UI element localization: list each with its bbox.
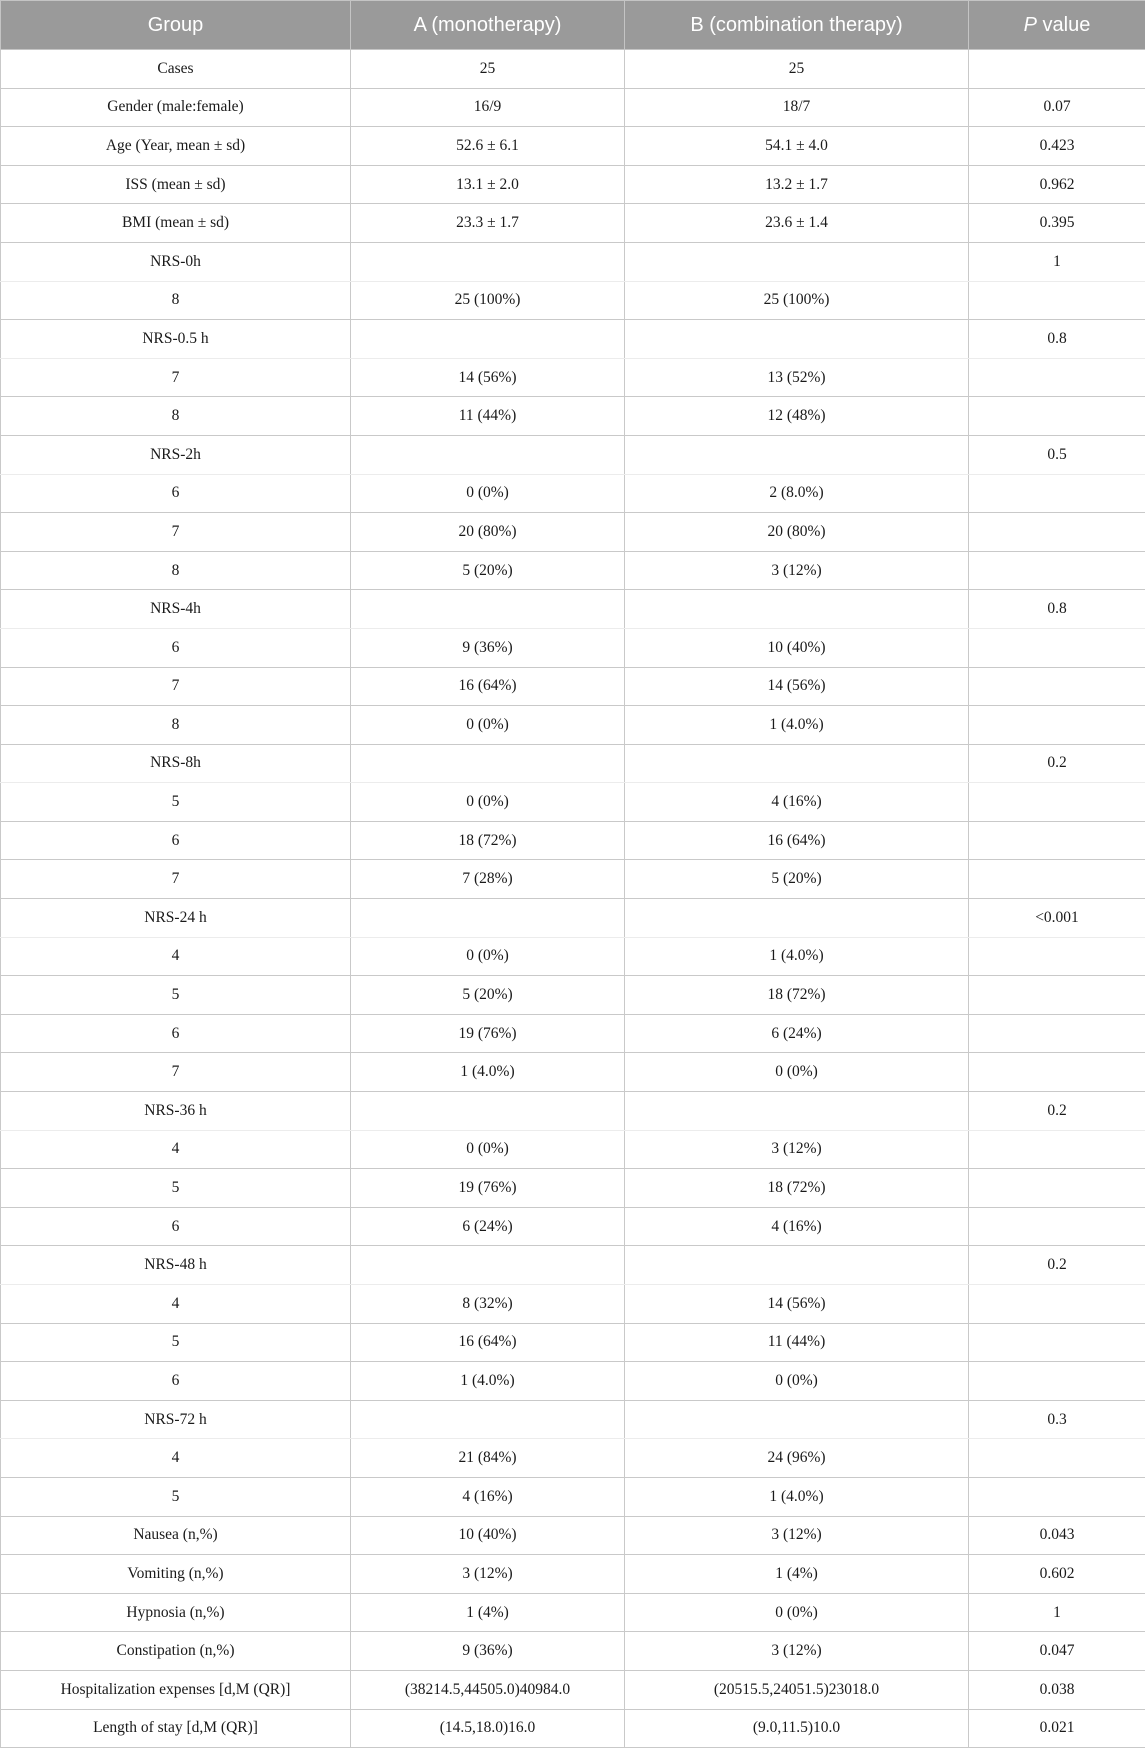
cell-b: 2 (8.0%) <box>625 474 969 513</box>
cell-b: 4 (16%) <box>625 783 969 822</box>
cell-b: 3 (12%) <box>625 551 969 590</box>
cell-group: 8 <box>1 281 351 320</box>
cell-a: 0 (0%) <box>351 783 625 822</box>
cell-p-value: 0.2 <box>969 744 1145 783</box>
cell-group: ISS (mean ± sd) <box>1 165 351 204</box>
cell-a: 0 (0%) <box>351 1130 625 1169</box>
cell-a <box>351 1400 625 1439</box>
table-row <box>1 1400 1145 1439</box>
table-row <box>1 1169 1145 1208</box>
table-row <box>1 1207 1145 1246</box>
cell-b <box>625 242 969 281</box>
cell-a: 16 (64%) <box>351 1323 625 1362</box>
cell-a <box>351 1246 625 1285</box>
cell-a: 23.3 ± 1.7 <box>351 204 625 243</box>
cell-group: 6 <box>1 821 351 860</box>
cell-b: 14 (56%) <box>625 667 969 706</box>
cell-group: 8 <box>1 397 351 436</box>
table-row <box>1 628 1145 667</box>
cell-group: Constipation (n,%) <box>1 1632 351 1671</box>
cell-a: 0 (0%) <box>351 474 625 513</box>
cell-a: 0 (0%) <box>351 937 625 976</box>
cell-b: 0 (0%) <box>625 1053 969 1092</box>
cell-p-value: 0.038 <box>969 1670 1145 1709</box>
cell-group: NRS-2h <box>1 435 351 474</box>
cell-b: 1 (4.0%) <box>625 1477 969 1516</box>
header-p-value <box>969 1 1145 50</box>
table-row <box>1 590 1145 629</box>
cell-group: 7 <box>1 358 351 397</box>
cell-p-value <box>969 628 1145 667</box>
table-body <box>1 50 1145 1748</box>
cell-b: 5 (20%) <box>625 860 969 899</box>
cell-a: 19 (76%) <box>351 1169 625 1208</box>
cell-a: 4 (16%) <box>351 1477 625 1516</box>
cell-a: 19 (76%) <box>351 1014 625 1053</box>
cell-b: 24 (96%) <box>625 1439 969 1478</box>
cell-p-value: 0.5 <box>969 435 1145 474</box>
cell-b: 4 (16%) <box>625 1207 969 1246</box>
cell-a: 11 (44%) <box>351 397 625 436</box>
cell-group: NRS-8h <box>1 744 351 783</box>
cell-a: 25 <box>351 50 625 89</box>
cell-b: 1 (4%) <box>625 1555 969 1594</box>
cell-p-value <box>969 783 1145 822</box>
cell-b: 25 <box>625 50 969 89</box>
cell-b: 18 (72%) <box>625 976 969 1015</box>
table-row <box>1 667 1145 706</box>
cell-a: 6 (24%) <box>351 1207 625 1246</box>
table-row <box>1 783 1145 822</box>
table-row <box>1 1246 1145 1285</box>
table-row <box>1 1477 1145 1516</box>
cell-p-value: 0.8 <box>969 590 1145 629</box>
cell-a: 25 (100%) <box>351 281 625 320</box>
cell-a <box>351 1092 625 1131</box>
table-row <box>1 1670 1145 1709</box>
table-row <box>1 1014 1145 1053</box>
cell-b <box>625 744 969 783</box>
cell-b <box>625 435 969 474</box>
cell-p-value <box>969 706 1145 745</box>
cell-group: Age (Year, mean ± sd) <box>1 127 351 166</box>
table-row <box>1 1092 1145 1131</box>
cell-b: 13 (52%) <box>625 358 969 397</box>
table-row <box>1 204 1145 243</box>
table-row <box>1 1593 1145 1632</box>
table-row <box>1 976 1145 1015</box>
table-row <box>1 937 1145 976</box>
cell-b: 0 (0%) <box>625 1362 969 1401</box>
cell-group: NRS-0h <box>1 242 351 281</box>
cell-p-value: 0.07 <box>969 88 1145 127</box>
cell-p-value <box>969 1014 1145 1053</box>
cell-p-value <box>969 1207 1145 1246</box>
cell-a: 16 (64%) <box>351 667 625 706</box>
cell-b: 16 (64%) <box>625 821 969 860</box>
cell-p-value <box>969 821 1145 860</box>
cell-group: 6 <box>1 1014 351 1053</box>
cell-b <box>625 899 969 938</box>
cell-group: 4 <box>1 1285 351 1324</box>
cell-p-value <box>969 667 1145 706</box>
cell-group: Nausea (n,%) <box>1 1516 351 1555</box>
cell-a: 9 (36%) <box>351 628 625 667</box>
cell-p-value <box>969 50 1145 89</box>
header-group-b: B (combination therapy) <box>625 1 969 50</box>
cell-p-value: 0.2 <box>969 1092 1145 1131</box>
cell-group: 5 <box>1 783 351 822</box>
cell-group: NRS-72 h <box>1 1400 351 1439</box>
table-header-row <box>1 1 1145 50</box>
cell-group: BMI (mean ± sd) <box>1 204 351 243</box>
cell-b: 12 (48%) <box>625 397 969 436</box>
cell-b: 1 (4.0%) <box>625 706 969 745</box>
cell-a <box>351 242 625 281</box>
table-row <box>1 320 1145 359</box>
cell-p-value <box>969 281 1145 320</box>
cell-b: 6 (24%) <box>625 1014 969 1053</box>
cell-group: 7 <box>1 1053 351 1092</box>
table-row <box>1 358 1145 397</box>
cell-p-value: 1 <box>969 1593 1145 1632</box>
cell-a <box>351 590 625 629</box>
cell-a: 8 (32%) <box>351 1285 625 1324</box>
table-row <box>1 706 1145 745</box>
cell-group: NRS-24 h <box>1 899 351 938</box>
cell-group: Gender (male:female) <box>1 88 351 127</box>
cell-p-value <box>969 937 1145 976</box>
cell-p-value: 0.602 <box>969 1555 1145 1594</box>
cell-p-value <box>969 513 1145 552</box>
cell-a: 52.6 ± 6.1 <box>351 127 625 166</box>
table-row <box>1 127 1145 166</box>
cell-p-value <box>969 1053 1145 1092</box>
header-group-a: A (monotherapy) <box>351 1 625 50</box>
table-row <box>1 513 1145 552</box>
cell-group: 4 <box>1 1439 351 1478</box>
header-group: Group <box>1 1 351 50</box>
cell-p-value: 0.962 <box>969 165 1145 204</box>
table-row <box>1 1323 1145 1362</box>
cell-p-value: 0.3 <box>969 1400 1145 1439</box>
table-row <box>1 397 1145 436</box>
cell-p-value <box>969 1323 1145 1362</box>
cell-b <box>625 590 969 629</box>
cell-p-value: 0.8 <box>969 320 1145 359</box>
cell-b: 14 (56%) <box>625 1285 969 1324</box>
cell-b <box>625 320 969 359</box>
cell-b: 13.2 ± 1.7 <box>625 165 969 204</box>
table-row <box>1 1362 1145 1401</box>
cell-p-value <box>969 1285 1145 1324</box>
cell-a: 1 (4.0%) <box>351 1053 625 1092</box>
cell-p-value: 0.021 <box>969 1709 1145 1748</box>
table-row <box>1 281 1145 320</box>
cell-b <box>625 1400 969 1439</box>
cell-p-value <box>969 1169 1145 1208</box>
cell-group: NRS-36 h <box>1 1092 351 1131</box>
cell-p-value: 0.395 <box>969 204 1145 243</box>
cell-p-value <box>969 1130 1145 1169</box>
cell-group: Length of stay [d,M (QR)] <box>1 1709 351 1748</box>
table-row <box>1 88 1145 127</box>
cell-b: 18/7 <box>625 88 969 127</box>
cell-group: 8 <box>1 706 351 745</box>
cell-group: 5 <box>1 1477 351 1516</box>
cell-p-value <box>969 1477 1145 1516</box>
header-p-rest: value <box>1037 14 1090 36</box>
cell-b: 20 (80%) <box>625 513 969 552</box>
cell-b: 23.6 ± 1.4 <box>625 204 969 243</box>
cell-p-value <box>969 358 1145 397</box>
table-row <box>1 1439 1145 1478</box>
cell-group: Hypnosia (n,%) <box>1 1593 351 1632</box>
cell-a: 5 (20%) <box>351 976 625 1015</box>
cell-group: 8 <box>1 551 351 590</box>
cell-a: 21 (84%) <box>351 1439 625 1478</box>
cell-group: Vomiting (n,%) <box>1 1555 351 1594</box>
cell-p-value: 0.2 <box>969 1246 1145 1285</box>
table-row <box>1 50 1145 89</box>
cell-group: NRS-4h <box>1 590 351 629</box>
cell-a: 13.1 ± 2.0 <box>351 165 625 204</box>
table-row <box>1 1285 1145 1324</box>
cell-a <box>351 744 625 783</box>
cell-p-value: 0.047 <box>969 1632 1145 1671</box>
cell-p-value: 1 <box>969 242 1145 281</box>
cell-b: 25 (100%) <box>625 281 969 320</box>
table-row <box>1 551 1145 590</box>
cell-a: 7 (28%) <box>351 860 625 899</box>
cell-a: 1 (4%) <box>351 1593 625 1632</box>
cell-b: 0 (0%) <box>625 1593 969 1632</box>
cell-a: 16/9 <box>351 88 625 127</box>
cell-b: 1 (4.0%) <box>625 937 969 976</box>
cell-a: 20 (80%) <box>351 513 625 552</box>
cell-b: (9.0,11.5)10.0 <box>625 1709 969 1748</box>
cell-group: 6 <box>1 1207 351 1246</box>
cell-group: 6 <box>1 474 351 513</box>
cell-b: 3 (12%) <box>625 1130 969 1169</box>
cell-p-value: 0.423 <box>969 127 1145 166</box>
cell-group: 4 <box>1 937 351 976</box>
table-row <box>1 1632 1145 1671</box>
cell-a <box>351 899 625 938</box>
cell-group: 7 <box>1 513 351 552</box>
cell-group: 5 <box>1 976 351 1015</box>
table-row <box>1 474 1145 513</box>
cell-a: 1 (4.0%) <box>351 1362 625 1401</box>
cell-a: 18 (72%) <box>351 821 625 860</box>
table-row <box>1 435 1145 474</box>
cell-a: 10 (40%) <box>351 1516 625 1555</box>
cell-a <box>351 320 625 359</box>
cell-group: Cases <box>1 50 351 89</box>
cell-p-value: 0.043 <box>969 1516 1145 1555</box>
cell-group: 7 <box>1 667 351 706</box>
table-row <box>1 1053 1145 1092</box>
cell-a: 9 (36%) <box>351 1632 625 1671</box>
cell-a: 3 (12%) <box>351 1555 625 1594</box>
table-row <box>1 165 1145 204</box>
header-p-letter: P <box>1024 14 1037 36</box>
table-row <box>1 242 1145 281</box>
cell-group: NRS-0.5 h <box>1 320 351 359</box>
cell-group: NRS-48 h <box>1 1246 351 1285</box>
table-row <box>1 744 1145 783</box>
cell-a <box>351 435 625 474</box>
cell-b: 10 (40%) <box>625 628 969 667</box>
cell-a: (38214.5,44505.0)40984.0 <box>351 1670 625 1709</box>
cell-a: 14 (56%) <box>351 358 625 397</box>
cell-group: 4 <box>1 1130 351 1169</box>
cell-b: 18 (72%) <box>625 1169 969 1208</box>
table-row <box>1 860 1145 899</box>
cell-p-value <box>969 551 1145 590</box>
cell-group: 7 <box>1 860 351 899</box>
cell-group: 5 <box>1 1169 351 1208</box>
cell-b: 11 (44%) <box>625 1323 969 1362</box>
cell-group: 6 <box>1 1362 351 1401</box>
cell-b: (20515.5,24051.5)23018.0 <box>625 1670 969 1709</box>
cell-b: 3 (12%) <box>625 1516 969 1555</box>
cell-p-value: <0.001 <box>969 899 1145 938</box>
cell-group: Hospitalization expenses [d,M (QR)] <box>1 1670 351 1709</box>
cell-p-value <box>969 976 1145 1015</box>
cell-p-value <box>969 1439 1145 1478</box>
cell-b: 54.1 ± 4.0 <box>625 127 969 166</box>
table-row <box>1 1516 1145 1555</box>
table-row <box>1 1130 1145 1169</box>
cell-group: 6 <box>1 628 351 667</box>
cell-a: 0 (0%) <box>351 706 625 745</box>
cell-a: 5 (20%) <box>351 551 625 590</box>
cell-p-value <box>969 397 1145 436</box>
cell-b <box>625 1092 969 1131</box>
cell-b: 3 (12%) <box>625 1632 969 1671</box>
cell-group: 5 <box>1 1323 351 1362</box>
cell-b <box>625 1246 969 1285</box>
cell-p-value <box>969 474 1145 513</box>
cell-p-value <box>969 860 1145 899</box>
cell-p-value <box>969 1362 1145 1401</box>
table-row <box>1 821 1145 860</box>
table-row <box>1 899 1145 938</box>
table-row <box>1 1555 1145 1594</box>
cell-a: (14.5,18.0)16.0 <box>351 1709 625 1748</box>
